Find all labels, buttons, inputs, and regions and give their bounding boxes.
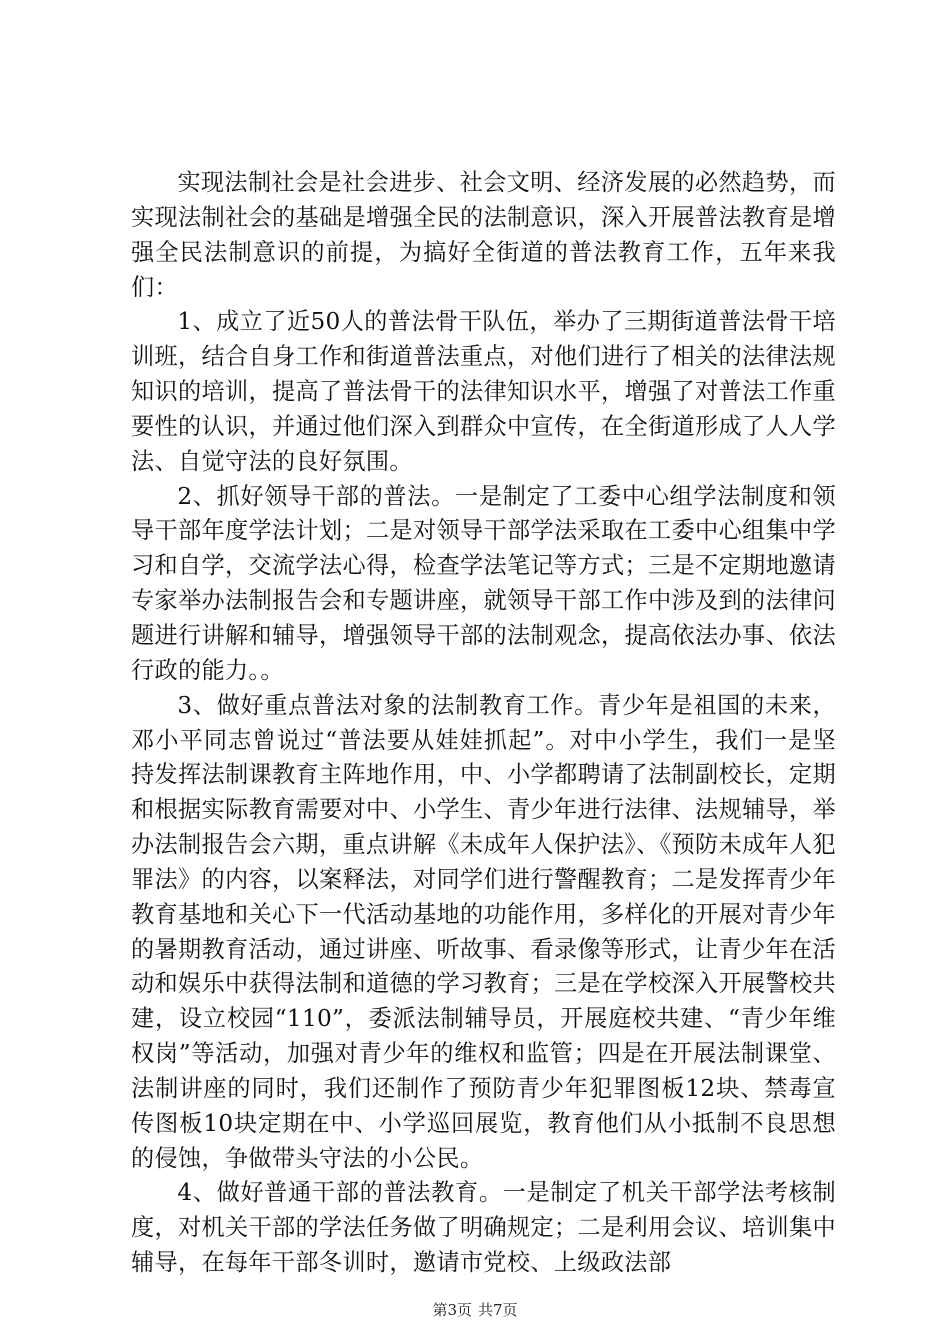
body-text (131, 166, 836, 1281)
paragraph-item-4: 4、做好普通干部的普法教育。一是制定了机关干部学法考核制度，对机关干部的学法任务做了明确规定；二是利用会议、培训集中辅导，在每年干部冬训时，邀请市党校、上级政法部 (131, 1179, 836, 1277)
page-number: 第3页 (432, 1301, 472, 1319)
paragraph-item-1: 1、成立了近50人的普法骨干队伍，举办了三期街道普法骨干培训班，结合自身工作和街道普法重点，对他们进行了相关的法律法规知识的培训，提高了普法骨干的法律知识水平，增强了对普法工作重要性的认识，并通过他们深入到群众中宣传，在全街道形成了人人学法、自觉守法的良好氛围。 (131, 308, 836, 475)
page-footer (0, 1300, 950, 1320)
page-total: 共7页 (478, 1301, 518, 1319)
paragraph-item-3: 3、做好重点普法对象的法制教育工作。青少年是祖国的未来，邓小平同志曾说过“普法要从娃娃抓起”。对中小学生，我们一是坚持发挥法制课教育主阵地作用，中、小学都聘请了法制副校长，定期和根据实际教育需要对中、小学生、青少年进行法律、法规辅导，举办法制报告会六期，重点讲解《未成年人保护法》、《预防未成年人犯罪法》的内容，以案释法，对同学们进行警醒教育；二是发挥青少年教育基地和关心下一代活动基地的功能作用，多样化的开展对青少年的暑期教育活动，通过讲座、听故事、看录像等形式，让青少年在活动和娱乐中获得法制和道德的学习教育；三是在学校深入开展警校共建，设立校园“110”，委派法制辅导员，开展庭校共建、“青少年维权岗”等活动，加强对青少年的维权和监管；四是在开展法制课堂、法制讲座的同时，我们还制作了预防青少年犯罪图板12块、禁毒宣传图板10块定期在中、小学巡回展览，教育他们从小抵制不良思想的侵蚀，争做带头守法的小公民。 (131, 691, 836, 1172)
paragraph-intro: 实现法制社会是社会进步、社会文明、经济发展的必然趋势，而实现法制社会的基础是增强全民的法制意识，深入开展普法教育是增强全民法制意识的前提，为搞好全街道的普法教育工作，五年来我们： (131, 169, 836, 301)
paragraph-item-2: 2、抓好领导干部的普法。一是制定了工委中心组学法制度和领导干部年度学法计划；二是对领导干部学法采取在工委中心组集中学习和自学，交流学法心得，检查学法笔记等方式；三是不定期地邀请专家举办法制报告会和专题讲座，就领导干部工作中涉及到的法律问题进行讲解和辅导，增强领导干部的法制观念，提高依法办事、依法行政的能力。。 (131, 482, 836, 684)
